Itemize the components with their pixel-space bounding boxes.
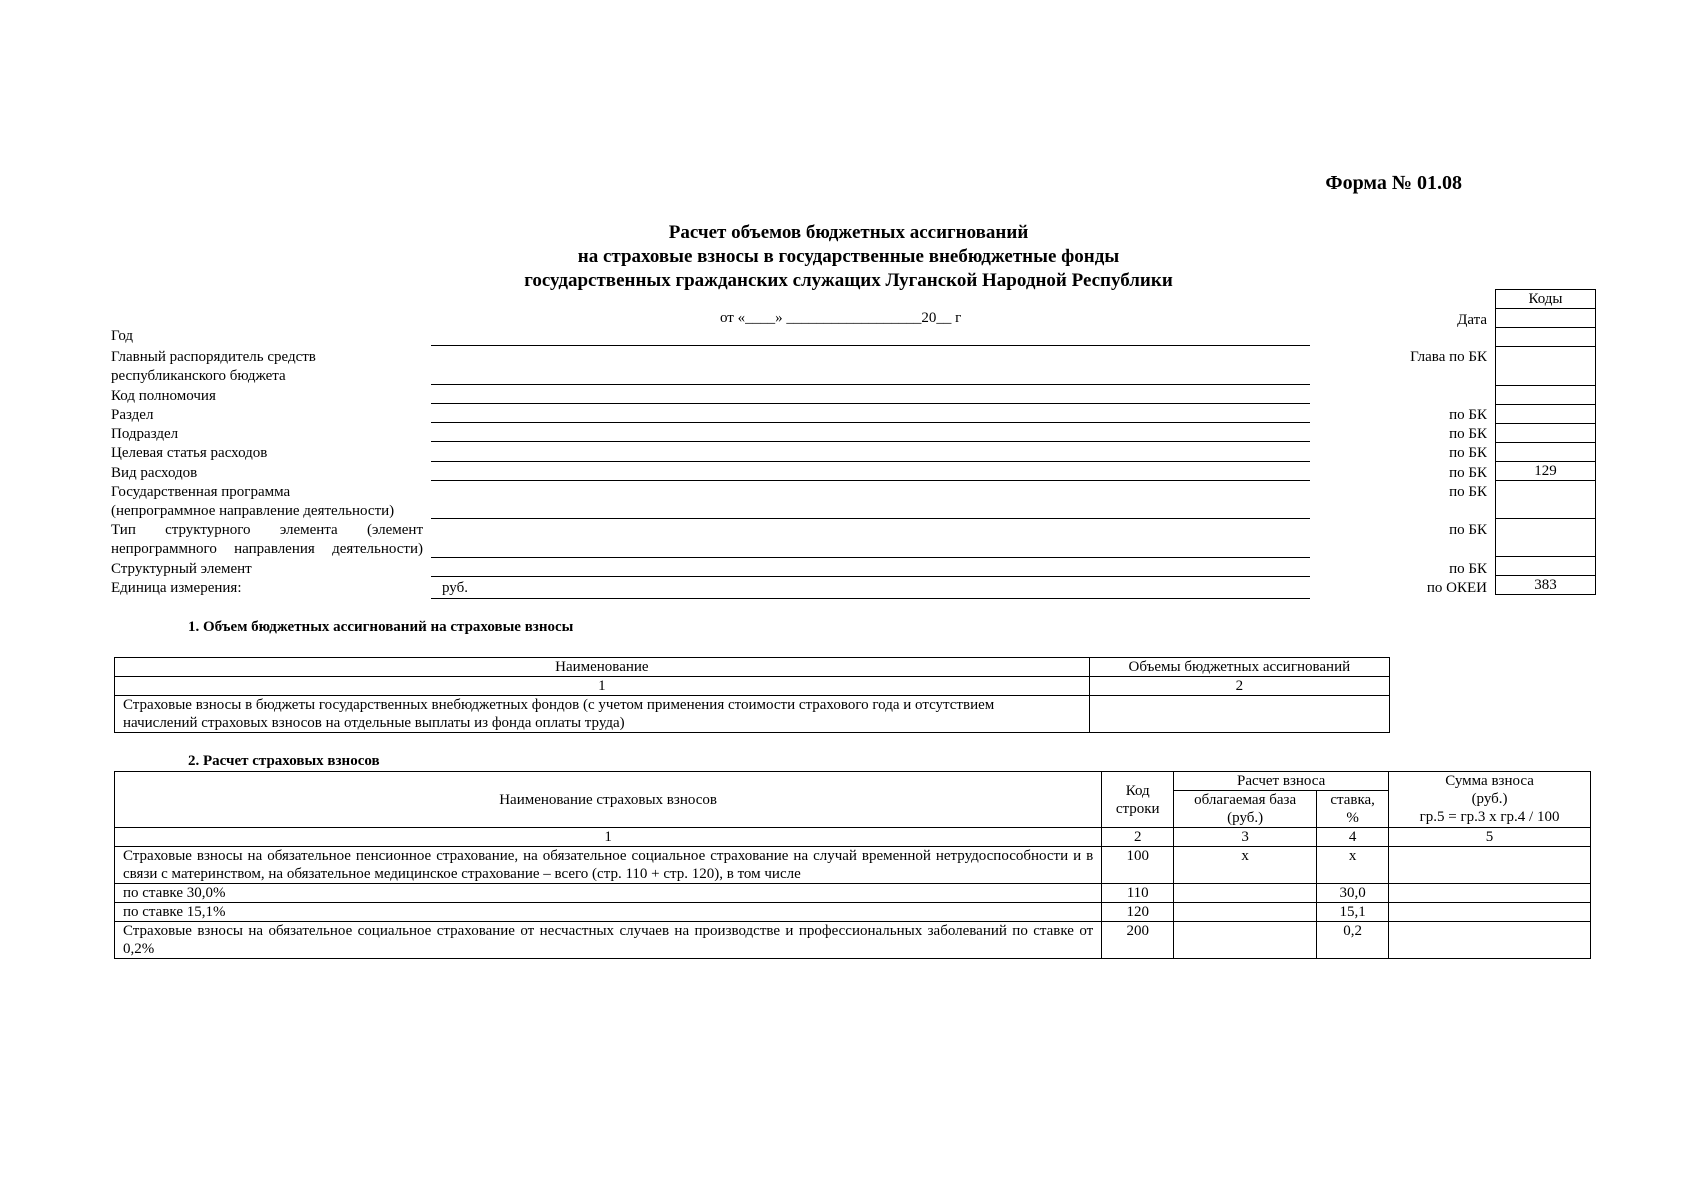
label-po-bk-subsection: по БК (1449, 426, 1487, 442)
title-line-1: Расчет объемов бюджетных ассигнований (668, 222, 1029, 243)
s2-row-sum[interactable] (1389, 903, 1591, 922)
s2-row-base[interactable] (1174, 884, 1317, 903)
label-state-program: Государственная программа (непрограммное направление деятельности) (111, 484, 395, 519)
code-section[interactable] (1496, 405, 1596, 424)
code-program[interactable] (1496, 481, 1596, 519)
label-target-article: Целевая статья расходов (111, 445, 268, 461)
s2-row-code: 100 (1102, 847, 1174, 884)
s1-row-name: Страховые взносы в бюджеты государственных внебюджетных фондов (с учетом применения стоимости страхового года и отсутствием начислений страховых взносов на отдельные выплаты из фонда оплаты труда) (115, 696, 1090, 733)
label-po-bk-target: по БК (1449, 445, 1487, 461)
s2-row-rate[interactable]: 15,1 (1317, 903, 1389, 922)
s2-row-rate[interactable]: 0,2 (1317, 922, 1389, 959)
s1-col-name: Наименование (115, 658, 1090, 677)
label-po-bk-struct-element: по БК (1449, 561, 1487, 577)
s2-col-rate: ставка, % (1317, 791, 1389, 828)
label-unit: Единица измерения: (111, 580, 242, 596)
label-subsection: Подраздел (111, 426, 179, 442)
s2-row-sum[interactable] (1389, 847, 1591, 884)
label-struct-element: Структурный элемент (111, 561, 252, 577)
s2-row-name: Страховые взносы на обязательное пенсионное страхование, на обязательное социальное страхование на случай временной нетрудоспособности и в связи с материнством, на обязательное медицинское страхование – всего (стр. 110 + стр. 120), в том числе (115, 847, 1102, 884)
field-line-target-article[interactable] (431, 461, 1310, 462)
s2-row-code: 120 (1102, 903, 1174, 922)
section1-title: 1. Объем бюджетных ассигнований на страховые взносы (188, 619, 574, 635)
field-line-struct-element[interactable] (431, 576, 1310, 577)
field-line-section[interactable] (431, 422, 1310, 423)
table-row (115, 696, 1390, 733)
label-po-bk-expense: по БК (1449, 465, 1487, 481)
code-authority[interactable] (1496, 386, 1596, 405)
field-line-unit[interactable] (431, 598, 1310, 599)
s1-num-2: 2 (1089, 677, 1389, 696)
table-row (115, 847, 1591, 884)
s2-col-base: облагаемая база (руб.) (1174, 791, 1317, 828)
label-date: Дата (1457, 312, 1487, 328)
s2-col-name: Наименование страховых взносов (115, 772, 1102, 828)
code-year[interactable] (1496, 328, 1596, 347)
code-struct-type[interactable] (1496, 519, 1596, 557)
s2-row-base[interactable] (1174, 922, 1317, 959)
s1-col-volume: Объемы бюджетных ассигнований (1089, 658, 1389, 677)
code-target-article[interactable] (1496, 443, 1596, 462)
s2-num-2: 2 (1102, 828, 1174, 847)
s1-row-value[interactable] (1089, 696, 1389, 733)
code-subsection[interactable] (1496, 424, 1596, 443)
code-struct-element[interactable] (1496, 557, 1596, 576)
field-line-year[interactable] (431, 345, 1310, 346)
s2-row-name: Страховые взносы на обязательное социальное страхование от несчастных случаев на производстве и профессиональных заболеваний по ставке от 0,2% (115, 922, 1102, 959)
code-date[interactable] (1496, 309, 1596, 328)
s2-col-code: Код строки (1102, 772, 1174, 828)
s2-row-name: по ставке 30,0% (115, 884, 1102, 903)
label-po-bk-section: по БК (1449, 407, 1487, 423)
label-po-okei: по ОКЕИ (1426, 580, 1487, 596)
s1-num-1: 1 (115, 677, 1090, 696)
s2-num-4: 4 (1317, 828, 1389, 847)
code-okei[interactable]: 383 (1496, 576, 1596, 595)
field-line-state-program[interactable] (431, 518, 1310, 519)
label-year: Год (111, 328, 134, 344)
field-line-expense-type[interactable] (431, 480, 1310, 481)
title-line-3: государственных гражданских служащих Луганской Народной Республики (524, 270, 1173, 291)
field-line-authority-code[interactable] (431, 403, 1310, 404)
label-main-manager: Главный распорядитель средств республиканского бюджета (111, 349, 316, 384)
date-line: от «____» __________________20__ г (720, 310, 962, 326)
label-po-bk-struct-type: по БК (1449, 522, 1487, 538)
table-row (115, 922, 1591, 959)
s2-num-5: 5 (1389, 828, 1591, 847)
section2-title: 2. Расчет страховых взносов (188, 753, 380, 769)
form-number: Форма № 01.08 (1325, 172, 1462, 194)
s2-row-rate[interactable]: x (1317, 847, 1389, 884)
field-line-struct-type[interactable] (431, 557, 1310, 558)
s2-row-name: по ставке 15,1% (115, 903, 1102, 922)
s2-num-3: 3 (1174, 828, 1317, 847)
label-expense-type: Вид расходов (111, 465, 198, 481)
title-line-2: на страховые взносы в государственные внебюджетные фонды (577, 246, 1120, 267)
s2-row-sum[interactable] (1389, 922, 1591, 959)
code-expense-type[interactable]: 129 (1496, 462, 1596, 481)
label-po-bk-program: по БК (1449, 484, 1487, 500)
section1-table (114, 657, 1390, 733)
s2-col-sum: Сумма взноса (руб.) гр.5 = гр.3 x гр.4 / 100 (1389, 772, 1591, 828)
codes-header: Коды (1496, 290, 1596, 309)
s2-row-rate[interactable]: 30,0 (1317, 884, 1389, 903)
label-glava-bk: Глава по БК (1410, 349, 1487, 365)
label-authority-code: Код полномочия (111, 388, 216, 404)
table-row (115, 884, 1591, 903)
unit-value: руб. (442, 580, 468, 596)
codes-table (1495, 289, 1596, 595)
label-section: Раздел (111, 407, 154, 423)
s2-col-calc: Расчет взноса (1174, 772, 1389, 791)
s2-row-code: 110 (1102, 884, 1174, 903)
section2-table (114, 771, 1591, 959)
field-line-subsection[interactable] (431, 441, 1310, 442)
s2-row-base[interactable]: x (1174, 847, 1317, 884)
table-row (115, 903, 1591, 922)
label-struct-type: Тип структурного элемента (элемент непрограммного направления деятельности) (111, 522, 423, 557)
s2-row-code: 200 (1102, 922, 1174, 959)
s2-row-base[interactable] (1174, 903, 1317, 922)
field-line-main-manager[interactable] (431, 384, 1310, 385)
document-title (0, 221, 1697, 293)
s2-row-sum[interactable] (1389, 884, 1591, 903)
code-glava[interactable] (1496, 347, 1596, 386)
s2-num-1: 1 (115, 828, 1102, 847)
